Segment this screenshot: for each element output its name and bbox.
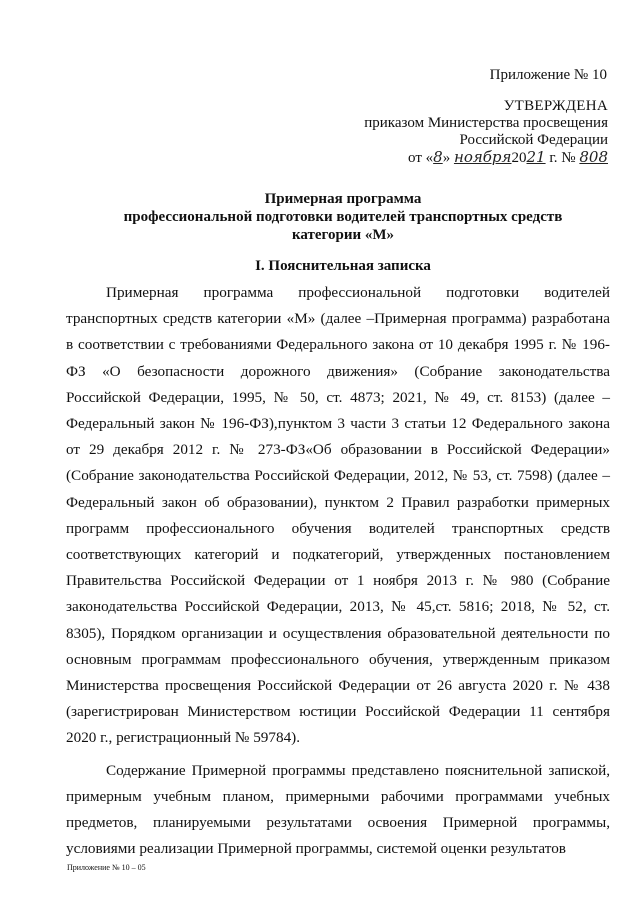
handwritten-order-number: 808 — [579, 148, 608, 166]
handwritten-day: 8 — [433, 148, 443, 166]
date-after-day: » — [442, 150, 451, 166]
body-text — [66, 280, 610, 862]
paragraph-2 — [66, 758, 610, 863]
approval-line-1: приказом Министерства просвещения — [364, 115, 608, 131]
title-line-1: Примерная программа — [264, 191, 422, 207]
page-footer: Приложение № 10 – 05 — [67, 863, 146, 872]
approval-line-2: Российской Федерации — [459, 132, 608, 148]
date-prefix: от « — [408, 150, 434, 166]
appendix-label: Приложение № 10 — [489, 67, 607, 83]
approval-block — [364, 98, 608, 167]
handwritten-month: ноября — [453, 148, 512, 166]
paragraph-1 — [66, 280, 610, 752]
handwritten-year: 21 — [526, 148, 546, 166]
approved-stamp: УТВЕРЖДЕНА — [503, 98, 608, 114]
title-line-2: профессиональной подготовки водителей транспортных средств — [123, 209, 563, 225]
paragraph-2-text: Содержание Примерной программы представлено пояснительной запиской, примерным учебным планом, примерными рабочими программами учебных предметов, планируемыми результатами освоения Примерной программы, условиями реализации Примерной программы, системой оценки результатов — [66, 761, 610, 858]
approval-date-line — [364, 149, 608, 167]
section-heading: I. Пояснительная записка — [255, 258, 431, 274]
paragraph-1-text: Примерная программа профессиональной подготовки водителей транспортных средств категории «М» (далее –Примерная программа) разработана в соответствии с требованиями Федерального закона от 10 декабря 1995 г. № 196-ФЗ «О безопасности дорожного движения» (Собрание законодательства Российской Федерации, 1995, № 50, ст. 4873; 2021, № 49, ст. 8153) (далее – Федеральный закон № 196-ФЗ),пунктом 3 части 3 статьи 12 Федерального закона от 29 декабря 2012 г. № 273-ФЗ«Об образовании в Российской Федерации» (Собрание законодательства Российской Федерации, 2012, № 53, ст. 7598) (далее – Федеральный закон об образовании), пунктом 2 Правил разработки примерных программ профессионального обучения водителей транспортных средств соответствующих категорий и подкатегорий, утвержденных постановлением Правительства Российской Федерации от 1 ноября 2013 г. № 980 (Собрание законодательства Российской Федерации, 2013, № 45,ст. 5816; 2018, № 52, ст. 8305), Порядком организации и осуществления образовательной деятельности по основным программам профессионального обучения, утвержденным приказом Министерства просвещения Российской Федерации от 26 августа 2020 г. № 438 (зарегистрирован Министерством юстиции Российской Федерации 11 сентября 2020 г., регистрационный № 59784). — [66, 284, 610, 747]
year-suffix: г. № — [545, 150, 576, 166]
document-title — [60, 190, 626, 244]
year-prefix: 20 — [511, 150, 527, 166]
title-line-3: категории «М» — [291, 227, 395, 243]
